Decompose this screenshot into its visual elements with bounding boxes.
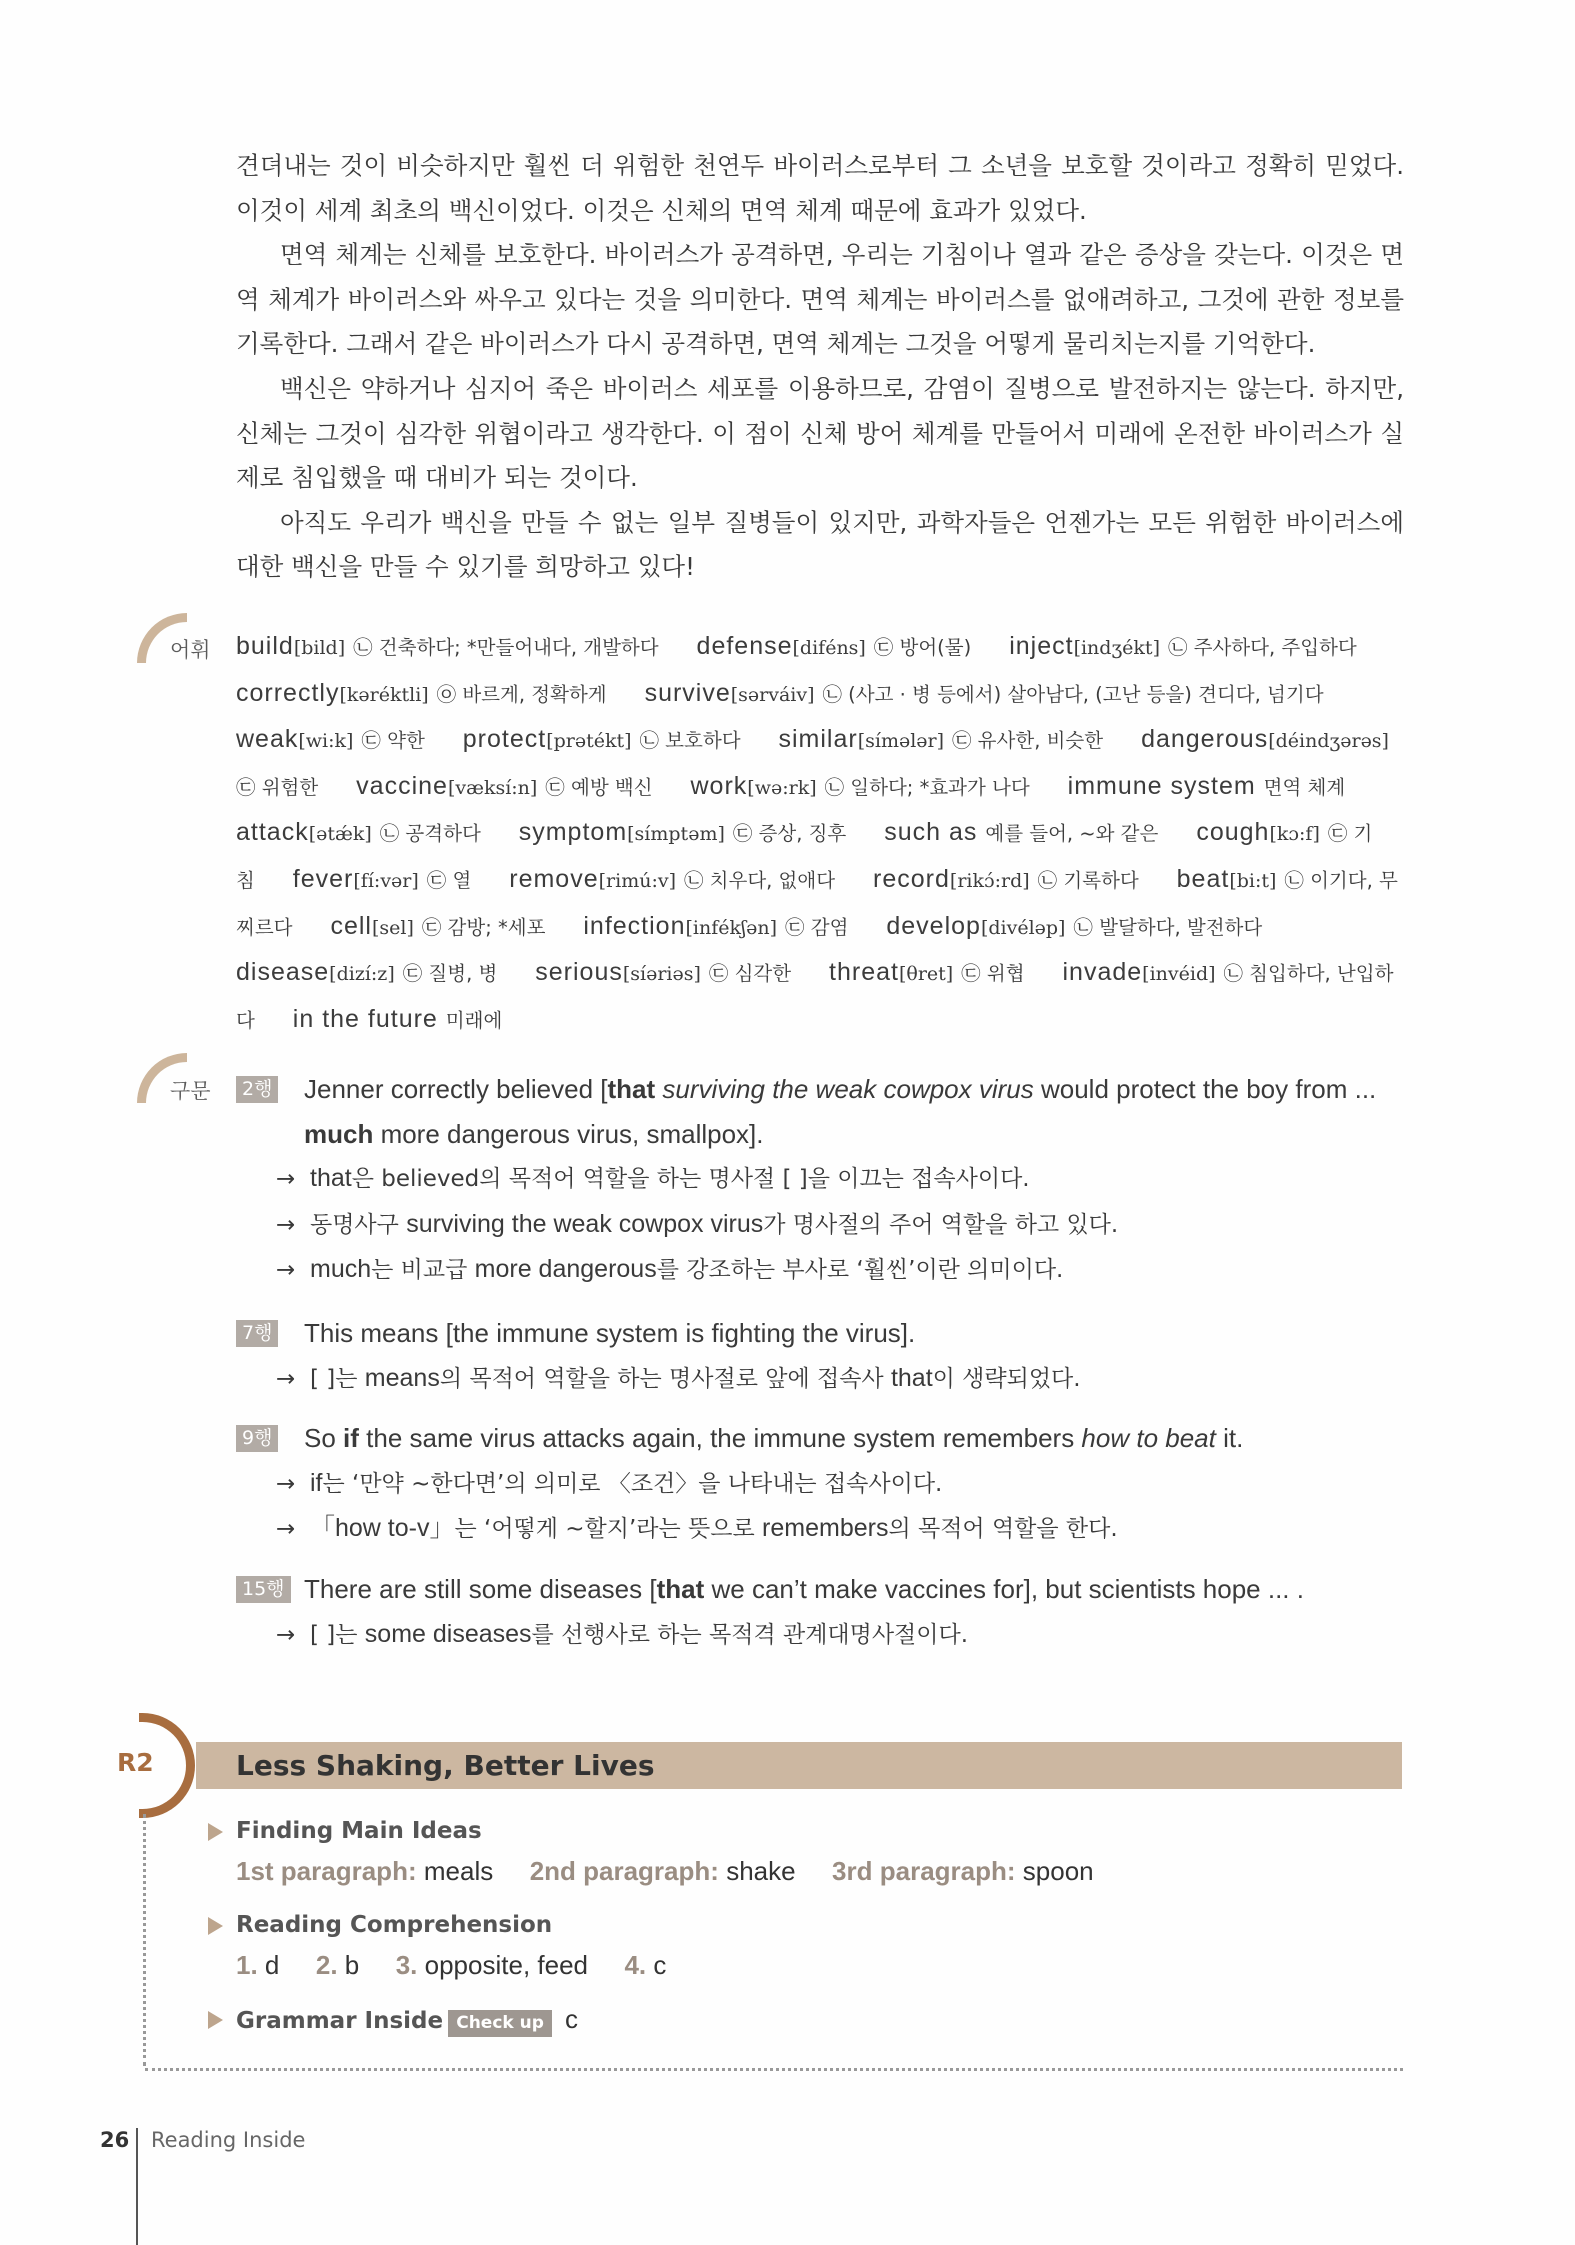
- r2-label: R2: [117, 1748, 154, 1777]
- vocab-word: attack: [236, 818, 309, 847]
- answer-value: c: [653, 1950, 667, 1980]
- answer-value: shake: [726, 1856, 796, 1886]
- sentence-bold: that: [656, 1573, 705, 1604]
- vocab-meaning: ㉢ 약한: [361, 729, 425, 753]
- vocab-meaning: ㉢ 증상, 징후: [732, 822, 847, 846]
- note-text: 를 선행사로 하는 목적격 관계대명사절이다.: [531, 1621, 969, 1648]
- vocab-meaning: ㉢ 심각한: [708, 962, 792, 986]
- answer-value: d: [264, 1950, 280, 1980]
- vocab-phonetic: [fí:vər]: [353, 869, 419, 892]
- vocab-meaning: ㉡ (사고 · 병 등에서) 살아남다, (고난 등을) 견디다, 넘기다: [822, 682, 1324, 706]
- answer-label: 2nd paragraph: [529, 1856, 711, 1886]
- grammar-note: [270, 1612, 1406, 1658]
- note-en: much: [310, 1255, 372, 1284]
- line-number-badge: 9행: [236, 1425, 278, 1452]
- grammar-note: [270, 1506, 1406, 1552]
- note-en: if: [310, 1468, 323, 1497]
- vocab-word: dangerous: [1141, 725, 1269, 754]
- vocab-meaning: ㉢ 방어(물): [873, 636, 972, 659]
- answer-separator: :: [1006, 1856, 1016, 1886]
- sentence-bold: if: [343, 1423, 359, 1454]
- arrow-icon: →: [276, 1166, 296, 1193]
- footer-divider: [136, 2128, 138, 2245]
- note-text: 가 명사절의 주어 역할을 하고 있다.: [763, 1211, 1119, 1238]
- note-en: means: [364, 1363, 440, 1392]
- vocab-word: infection: [583, 911, 686, 940]
- vocab-word: inject: [1009, 632, 1074, 660]
- vocab-meaning: ㉡ 발달하다, 발전하다: [1073, 915, 1263, 939]
- answer-separator: :: [710, 1856, 719, 1886]
- vocab-entry: [697, 631, 972, 660]
- grammar-section: [236, 1311, 1406, 1401]
- sentence-text: So: [304, 1423, 344, 1454]
- triangle-bullet-icon: [208, 1917, 223, 1935]
- vocab-meaning: ㉢ 감염: [785, 915, 849, 939]
- vocab-entry: [829, 957, 1025, 986]
- answer-number: 1.: [236, 1950, 258, 1980]
- vocab-entry: [236, 817, 481, 846]
- grammar-sentence: [304, 1416, 1406, 1461]
- note-text: 동명사구: [310, 1211, 407, 1238]
- vocab-meaning: ㉢ 감방; *세포: [421, 915, 546, 939]
- vocab-meaning: ㉡ 보호하다: [639, 729, 741, 753]
- vocab-phonetic: [sel]: [371, 916, 414, 939]
- vocab-entry: [884, 817, 1158, 846]
- vocab-entry: [509, 864, 835, 893]
- vocab-entry: [236, 724, 425, 753]
- vocab-word: beat: [1176, 864, 1230, 893]
- passage-paragraph: 백신은 약하거나 심지어 죽은 바이러스 세포를 이용하므로, 감염이 질병으로 발전하지는 않는다. 하지만, 신체는 그것이 심각한 위협이라고 생각한다. 이 점이 신체 방어 체계를 만들어서 미래에 온전한 바이러스가 실제로 침입했을 때 대비가 되는 것이다.: [236, 373, 1404, 493]
- vocab-word: weak: [236, 725, 299, 754]
- note-en: some diseases: [364, 1619, 532, 1648]
- vocab-word: develop: [886, 911, 981, 940]
- vocab-word: invade: [1062, 958, 1143, 987]
- note-text: 이 생략되었다.: [932, 1365, 1081, 1392]
- vocab-phonetic: [dizí:z]: [329, 963, 395, 986]
- grammar-note: [270, 1461, 1406, 1507]
- vocab-word: in the future: [292, 1004, 438, 1033]
- vocab-meaning: ㉡ 공격하다: [379, 822, 481, 846]
- line-number-badge: 7행: [236, 1320, 278, 1347]
- note-text: 는 ‘만약 ~한다면’의 의미로 〈조건〉을 나타내는 접속사이다.: [322, 1470, 943, 1497]
- vocab-phonetic: [sərváiv]: [730, 683, 815, 706]
- answer-value: opposite, feed: [424, 1950, 588, 1980]
- answer-value: meals: [423, 1856, 494, 1886]
- vocab-word: correctly: [236, 678, 340, 707]
- grammar-inside-heading: Grammar Inside: [236, 2008, 444, 2034]
- vocab-word: cell: [330, 911, 372, 940]
- vocab-entry: [691, 771, 1030, 800]
- vocab-phonetic: [wi:k]: [298, 730, 354, 753]
- arrow-icon: →: [276, 1365, 296, 1392]
- korean-passage: [236, 144, 1404, 590]
- vocab-meaning: ㉡ 건축하다; *만들어내다, 개발하다: [353, 636, 659, 659]
- grammar-note: [270, 1202, 1406, 1248]
- vocab-phonetic: [θret]: [898, 963, 954, 986]
- vocab-entry: [356, 771, 652, 800]
- sentence-bold: that: [607, 1074, 656, 1104]
- vocab-word: immune system: [1067, 771, 1256, 800]
- vocab-word: similar: [778, 725, 858, 754]
- answer-value: c: [565, 2004, 578, 2034]
- answer-number: 4.: [624, 1950, 647, 1980]
- vocab-meaning: 예를 들어, ~와 같은: [985, 822, 1159, 846]
- vocab-entry: [463, 724, 741, 753]
- book-title: Reading Inside: [151, 2128, 306, 2152]
- vocab-word: symptom: [518, 818, 628, 847]
- grammar-note: [270, 1247, 1406, 1293]
- note-text: 의 목적어 역할을 한다.: [888, 1516, 1118, 1543]
- comprehension-heading: Reading Comprehension: [236, 1912, 553, 1938]
- vocab-entry: [873, 864, 1139, 893]
- vocab-entry: [236, 631, 659, 660]
- vocab-meaning: ㉡ 기록하다: [1037, 868, 1139, 892]
- vocab-entry: [293, 864, 472, 893]
- vocab-phonetic: [déindʒərəs]: [1268, 730, 1389, 753]
- vocab-word: such as: [884, 818, 978, 847]
- answer-number: 2.: [315, 1950, 338, 1980]
- vocab-meaning: ㉡ 치우다, 없애다: [683, 868, 836, 892]
- sentence-text: more dangerous virus, smallpox].: [373, 1118, 764, 1149]
- vocab-phonetic: [væksí:n]: [447, 776, 538, 799]
- answer-separator: :: [407, 1856, 417, 1886]
- vocab-phonetic: [kəréktli]: [339, 683, 429, 706]
- sentence-text: the same virus attacks again, the immune system remembers: [358, 1423, 1082, 1454]
- vocab-phonetic: [rikɔ́:rd]: [949, 869, 1030, 892]
- vocab-list: [236, 624, 1406, 1043]
- vocab-phonetic: [símələr]: [857, 730, 945, 753]
- sentence-text: would protect the boy from ...: [1033, 1074, 1377, 1104]
- vocab-meaning: ㉢ 예방 백신: [545, 775, 653, 799]
- passage-paragraph: 아직도 우리가 백신을 만들 수 없는 일부 질병들이 있지만, 과학자들은 언젠가는 모든 위험한 바이러스에 대한 백신을 만들 수 있기를 희망하고 있다!: [236, 507, 1404, 582]
- grammar-section: [236, 1416, 1406, 1552]
- answer-value: spoon: [1022, 1856, 1094, 1886]
- vocab-label: 어휘: [170, 638, 211, 662]
- vocab-phonetic: [divéləp]: [980, 916, 1066, 939]
- vocab-word: cough: [1196, 818, 1270, 847]
- vocab-entry: [583, 911, 848, 940]
- vocab-meaning: ㉧ 바르게, 정확하게: [436, 682, 607, 706]
- note-en: surviving the weak cowpox virus: [406, 1209, 764, 1238]
- comprehension-answers: [236, 1950, 666, 1981]
- answer-label: 1st paragraph: [236, 1856, 408, 1886]
- note-text: 는 비교급: [371, 1257, 475, 1284]
- grammar-note: [270, 1356, 1406, 1402]
- note-en: 「how to-v」: [310, 1514, 455, 1543]
- vocab-word: serious: [535, 958, 623, 987]
- vocab-phonetic: [ətǽk]: [308, 823, 372, 846]
- vocab-entry: [236, 957, 497, 986]
- vocab-phonetic: [infékʃən]: [685, 916, 778, 939]
- vocab-meaning: ㉡ 침입하다, 난입하다: [236, 962, 1394, 1032]
- vocab-phonetic: [wə:rk]: [747, 776, 817, 799]
- vocab-entry: [236, 678, 607, 707]
- note-en: remembers: [762, 1514, 889, 1543]
- vocab-entry: [1009, 631, 1357, 660]
- note-text: [ ]는: [310, 1621, 365, 1648]
- answer-value: b: [344, 1950, 360, 1980]
- passage-paragraph: 면역 체계는 신체를 보호한다. 바이러스가 공격하면, 우리는 기침이나 열과 같은 증상을 갖는다. 이것은 면역 체계가 바이러스와 싸우고 있다는 것을 의미한다. 면역 체계는 바이러스를 없애려하고, 그것에 관한 정보를 기록한다. 그래서 같은 바이러스가 다시 공격하면, 면역 체계는 그것을 어떻게 물리치는지를 기억한다.: [236, 240, 1404, 359]
- arrow-icon: →: [276, 1516, 296, 1543]
- sentence-text: we can’t make vaccines for], but scientists hope ... .: [704, 1573, 1304, 1604]
- vocab-phonetic: [bi:t]: [1229, 869, 1277, 892]
- vocab-meaning: 면역 체계: [1263, 775, 1346, 799]
- vocab-meaning: ㉡ 주사하다, 주입하다: [1167, 636, 1357, 659]
- vocab-phonetic: [diféns]: [792, 637, 866, 659]
- sentence-text: Jenner correctly believed [: [304, 1074, 608, 1104]
- note-text: 은 believed의 목적어 역할을 하는 명사절 [ ]을 이끄는 접속사이다.: [351, 1166, 1030, 1193]
- sentence-italic: surviving the weak cowpox virus: [655, 1074, 1034, 1104]
- grammar-note: [270, 1156, 1406, 1202]
- vocab-entry: [330, 911, 545, 940]
- check-up-badge: Check up: [448, 2010, 552, 2037]
- sentence-text: it.: [1215, 1423, 1244, 1454]
- vocab-meaning: ㉢ 열: [426, 868, 472, 892]
- vocab-phonetic: [invéid]: [1142, 963, 1216, 986]
- vocab-phonetic: [kɔ:f]: [1269, 823, 1320, 846]
- page-number: 26: [100, 2128, 130, 2152]
- sentence-text: There are still some diseases [: [304, 1573, 657, 1604]
- vocab-phonetic: [síəriəs]: [622, 963, 701, 986]
- vocab-entry: [886, 911, 1262, 940]
- note-en: more dangerous: [474, 1255, 657, 1284]
- vocab-entry: [535, 957, 791, 986]
- vocab-entry: [645, 678, 1324, 707]
- vocab-meaning: ㉡ 이기다, 무찌르다: [236, 868, 1398, 939]
- vocab-word: protect: [462, 725, 547, 754]
- vocab-phonetic: [prətékt]: [546, 730, 632, 753]
- r2-dotted-bottom: [145, 2068, 1403, 2071]
- note-text: 를 강조하는 부사로 ‘훨씬’이란 의미이다.: [656, 1257, 1064, 1284]
- vocab-phonetic: [bild]: [293, 637, 346, 659]
- vocab-word: fever: [292, 864, 354, 893]
- vocab-meaning: ㉢ 유사한, 비슷한: [951, 729, 1104, 753]
- grammar-notes: [236, 1067, 1406, 1672]
- arrow-icon: →: [276, 1470, 296, 1497]
- vocab-phonetic: [símptəm]: [627, 823, 725, 846]
- vocab-entry: [293, 1004, 503, 1033]
- vocab-phonetic: [indʒékt]: [1073, 637, 1160, 659]
- sentence-bold: much: [304, 1118, 374, 1149]
- vocab-word: survive: [644, 678, 731, 707]
- vocab-meaning: 미래에: [445, 1008, 503, 1032]
- vocab-meaning: ㉡ 일하다; *효과가 나다: [824, 775, 1030, 799]
- vocab-word: work: [690, 771, 748, 800]
- vocab-entry: [778, 724, 1103, 753]
- grammar-section: [236, 1567, 1406, 1657]
- vocab-word: record: [873, 864, 950, 893]
- line-number-badge: 2행: [236, 1076, 278, 1103]
- note-en: that: [310, 1164, 352, 1193]
- r2-dotted-divider: [143, 1814, 154, 2066]
- arrow-icon: →: [276, 1211, 296, 1238]
- main-ideas-heading: Finding Main Ideas: [236, 1818, 482, 1844]
- vocab-meaning: ㉢ 질병, 병: [402, 962, 498, 986]
- vocab-meaning: ㉢ 위험한: [236, 775, 319, 799]
- grammar-sentence: [304, 1067, 1406, 1156]
- grammar-sentence: This means [the immune system is fighting the virus].: [304, 1317, 916, 1348]
- arrow-icon: →: [276, 1257, 296, 1284]
- note-en: that: [890, 1363, 933, 1392]
- vocab-word: defense: [696, 632, 793, 660]
- vocab-word: disease: [236, 958, 330, 987]
- vocab-word: vaccine: [356, 771, 448, 800]
- triangle-bullet-icon: [208, 1823, 223, 1841]
- vocab-meaning: ㉢ 위협: [961, 962, 1025, 986]
- answer-number: 3.: [395, 1950, 418, 1980]
- vocab-entry: [519, 817, 847, 846]
- vocab-phonetic: [rimú:v]: [598, 869, 676, 892]
- grammar-label: 구문: [170, 1079, 211, 1103]
- grammar-sentence: [304, 1567, 1406, 1612]
- note-text: 의 목적어 역할을 하는 명사절로 앞에 접속사: [439, 1365, 891, 1392]
- r2-title: Less Shaking, Better Lives: [236, 1749, 655, 1782]
- note-text: [ ]는: [310, 1365, 365, 1392]
- grammar-inside-row: [236, 2004, 578, 2037]
- vocab-word: remove: [509, 864, 599, 893]
- vocab-word: build: [236, 632, 294, 660]
- triangle-bullet-icon: [208, 2011, 223, 2029]
- vocab-meaning: ㉢ 기침: [236, 822, 1373, 892]
- vocab-entry: [1068, 771, 1346, 800]
- note-text: 는 ‘어떻게 ~할지’라는 뜻으로: [454, 1516, 763, 1543]
- sentence-italic: how to beat: [1081, 1423, 1216, 1454]
- vocab-word: threat: [829, 958, 899, 987]
- grammar-section: [236, 1067, 1406, 1293]
- main-ideas-answers: [236, 1856, 1094, 1887]
- passage-paragraph: 견뎌내는 것이 비슷하지만 훨씬 더 위험한 천연두 바이러스로부터 그 소년을 보호할 것이라고 정확히 믿었다. 이것이 세계 최초의 백신이었다. 이것은 신체의 면역 체계 때문에 효과가 있었다.: [236, 151, 1404, 225]
- arrow-icon: →: [276, 1621, 296, 1648]
- answer-label: 3rd paragraph: [832, 1856, 1007, 1886]
- line-number-badge: 15행: [236, 1576, 291, 1603]
